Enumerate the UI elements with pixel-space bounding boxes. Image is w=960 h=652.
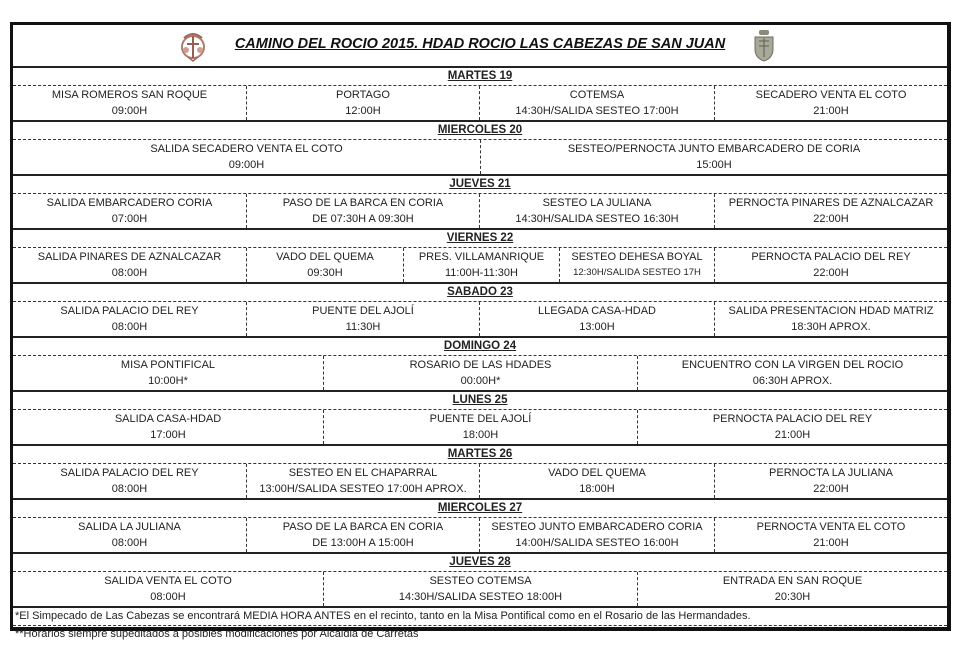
- event-time: 11:30H: [345, 321, 381, 333]
- day-header: JUEVES 28: [13, 554, 947, 572]
- event-cell: [13, 518, 247, 552]
- event-cell: [638, 410, 947, 444]
- event-cell: [247, 518, 480, 552]
- event-name: SESTEO JUNTO EMBARCADERO CORIA: [491, 521, 703, 533]
- day-block: [13, 176, 947, 230]
- event-time: 18:30H APROX.: [791, 321, 871, 333]
- day-events-row: [13, 464, 947, 500]
- event-name: SESTEO DEHESA BOYAL: [571, 251, 703, 263]
- event-time: 06:30H APROX.: [752, 375, 833, 387]
- event-time: 21:00H: [774, 429, 811, 441]
- day-header: LUNES 25: [13, 392, 947, 410]
- event-name: SALIDA PINARES DE AZNALCAZAR: [37, 251, 222, 263]
- schedule-sheet: [10, 22, 951, 640]
- event-cell: [13, 194, 247, 228]
- event-cell: [324, 410, 638, 444]
- event-name: SECADERO VENTA EL COTO: [755, 89, 907, 101]
- event-name: SALIDA PALACIO DEL REY: [60, 305, 199, 317]
- event-name: PERNOCTA VENTA EL COTO: [756, 521, 906, 533]
- day-block: [13, 554, 947, 608]
- event-name: SALIDA LA JULIANA: [78, 521, 181, 533]
- event-name: PUENTE DEL AJOLÍ: [312, 305, 414, 317]
- event-name: COTEMSA: [569, 89, 625, 101]
- event-cell: [13, 86, 247, 120]
- event-cell: [247, 194, 480, 228]
- event-name: PERNOCTA PALACIO DEL REY: [712, 413, 873, 425]
- event-time: 14:30H/SALIDA SESTEO 16:30H: [515, 213, 679, 225]
- event-time: 07:00H: [111, 213, 148, 225]
- day-block: [13, 446, 947, 500]
- event-time: 08:00H: [111, 267, 148, 279]
- event-cell: [13, 356, 324, 390]
- event-name: PASO DE LA BARCA EN CORIA: [282, 197, 444, 209]
- event-name: PUENTE DEL AJOLÍ: [429, 413, 532, 425]
- event-time: DE 13:00H A 15:00H: [312, 537, 414, 549]
- day-events-row: [13, 410, 947, 446]
- event-cell: [638, 356, 947, 390]
- event-time: 21:00H: [813, 537, 849, 549]
- day-header: DOMINGO 24: [13, 338, 947, 356]
- day-events-row: [13, 248, 947, 284]
- event-time: 13:00H/SALIDA SESTEO 17:00H APROX.: [259, 483, 467, 495]
- day-events-row: [13, 572, 947, 608]
- event-cell: [13, 464, 247, 498]
- day-block: [13, 68, 947, 122]
- event-time: 09:00H: [111, 105, 148, 117]
- event-name: SALIDA VENTA EL COTO: [104, 575, 232, 587]
- event-time: 14:30H/SALIDA SESTEO 18:00H: [398, 591, 563, 603]
- event-cell: [324, 356, 638, 390]
- day-events-row: [13, 518, 947, 554]
- day-events-row: [13, 140, 947, 176]
- footnote-2: **Horarios siempre supeditados a posibles modificaciones por Alcaldia de Carretas: [15, 628, 419, 640]
- day-block: [13, 230, 947, 284]
- day-header: MIERCOLES 27: [13, 500, 947, 518]
- day-block: [13, 392, 947, 446]
- event-cell: [247, 86, 480, 120]
- event-cell: [715, 248, 947, 282]
- event-name: SALIDA EMBARCADERO CORIA: [46, 197, 213, 209]
- event-name: SALIDA SECADERO VENTA EL COTO: [150, 143, 343, 155]
- day-block: [13, 122, 947, 176]
- event-cell: [13, 572, 324, 606]
- day-events-row: [13, 86, 947, 122]
- event-cell: [715, 86, 947, 120]
- day-events-row: [13, 356, 947, 392]
- event-cell: [13, 248, 247, 282]
- event-time: 14:30H/SALIDA SESTEO 17:00H: [515, 105, 679, 117]
- day-header: MIERCOLES 20: [13, 122, 947, 140]
- event-time: 08:00H: [150, 591, 186, 603]
- event-cell: [13, 410, 324, 444]
- day-events-row: [13, 302, 947, 338]
- day-header: SABADO 23: [13, 284, 947, 302]
- event-cell: [13, 302, 247, 336]
- event-cell: [638, 572, 947, 606]
- event-name: ROSARIO DE LAS HDADES: [409, 359, 552, 371]
- day-block: [13, 284, 947, 338]
- event-time: 00:00H*: [460, 375, 501, 387]
- event-time: 20:30H: [774, 591, 811, 603]
- event-time: 08:00H: [111, 483, 148, 495]
- event-cell: [404, 248, 560, 282]
- event-time: 08:00H: [111, 321, 148, 333]
- day-header: VIERNES 22: [13, 230, 947, 248]
- event-cell: [715, 194, 947, 228]
- event-time: 22:00H: [813, 213, 849, 225]
- event-time: 22:00H: [813, 267, 849, 279]
- event-time: 09:00H: [228, 159, 265, 171]
- event-cell: [247, 464, 480, 498]
- event-name: SESTEO LA JULIANA: [542, 197, 652, 209]
- event-time: 09:30H: [307, 267, 343, 279]
- event-time: 18:00H: [462, 429, 499, 441]
- event-time: 21:00H: [813, 105, 849, 117]
- title-row: [13, 25, 947, 68]
- event-name: PERNOCTA LA JULIANA: [769, 467, 893, 479]
- event-cell: [481, 140, 947, 174]
- town-coat-of-arms-icon: [753, 29, 775, 62]
- event-name: PORTAGO: [336, 89, 390, 101]
- day-block: [13, 500, 947, 554]
- day-block: [13, 338, 947, 392]
- event-name: LLEGADA CASA-HDAD: [538, 305, 656, 317]
- event-time: 17:00H: [150, 429, 186, 441]
- event-cell: [480, 194, 715, 228]
- event-time: DE 07:30H A 09:30H: [312, 213, 414, 225]
- event-time: 08:00H: [111, 537, 148, 549]
- event-name: MISA ROMEROS SAN ROQUE: [51, 89, 208, 101]
- event-cell: [247, 248, 404, 282]
- day-header: MARTES 19: [13, 68, 947, 86]
- event-time: 18:00H: [579, 483, 615, 495]
- event-name: SALIDA CASA-HDAD: [114, 413, 222, 425]
- event-name: PERNOCTA PINARES DE AZNALCAZAR: [728, 197, 934, 209]
- event-name: PERNOCTA PALACIO DEL REY: [751, 251, 911, 263]
- event-cell: [480, 86, 715, 120]
- footnote-1: *El Simpecado de Las Cabezas se encontrará MEDIA HORA ANTES en el recinto, tanto en la Misa Pontifical como en el Rosario de las Hermandades.: [13, 608, 947, 626]
- event-name: VADO DEL QUEMA: [548, 467, 646, 479]
- event-time: 13:00H: [579, 321, 615, 333]
- event-time: 12:00H: [345, 105, 381, 117]
- event-name: SALIDA PRESENTACION HDAD MATRIZ: [728, 305, 934, 317]
- event-time: 11:00H-11:30H: [445, 267, 518, 279]
- event-cell: [480, 464, 715, 498]
- event-cell: [324, 572, 638, 606]
- event-cell: [13, 140, 481, 174]
- event-cell: [715, 302, 947, 336]
- event-name: PRES. VILLAMANRIQUE: [418, 251, 545, 263]
- page-title: CAMINO DEL ROCIO 2015. HDAD ROCIO LAS CABEZAS DE SAN JUAN: [234, 36, 726, 52]
- event-time: 10:00H*: [148, 375, 188, 387]
- event-cell: [715, 518, 947, 552]
- event-name: PASO DE LA BARCA EN CORIA: [282, 521, 444, 533]
- event-cell: [480, 302, 715, 336]
- day-header: MARTES 26: [13, 446, 947, 464]
- event-cell: [715, 464, 947, 498]
- event-time: 12:30H/SALIDA SESTEO 17H: [573, 267, 701, 278]
- event-cell: [480, 518, 715, 552]
- event-name: MISA PONTIFICAL: [120, 359, 216, 371]
- event-cell: [247, 302, 480, 336]
- event-time: 15:00H: [696, 159, 732, 171]
- event-time: 14:00H/SALIDA SESTEO 16:00H: [515, 537, 679, 549]
- day-events-row: [13, 194, 947, 230]
- event-name: ENTRADA EN SAN ROQUE: [722, 575, 863, 587]
- event-name: ENCUENTRO CON LA VIRGEN DEL ROCIO: [681, 359, 904, 371]
- event-time: 22:00H: [813, 483, 849, 495]
- event-name: SESTEO COTEMSA: [429, 575, 532, 587]
- event-name: SESTEO EN EL CHAPARRAL: [288, 467, 438, 479]
- event-name: SALIDA PALACIO DEL REY: [60, 467, 199, 479]
- event-cell: [560, 248, 715, 282]
- day-header: JUEVES 21: [13, 176, 947, 194]
- event-name: SESTEO/PERNOCTA JUNTO EMBARCADERO DE CORIA: [567, 143, 861, 155]
- event-name: VADO DEL QUEMA: [276, 251, 374, 263]
- days-container: [13, 68, 947, 608]
